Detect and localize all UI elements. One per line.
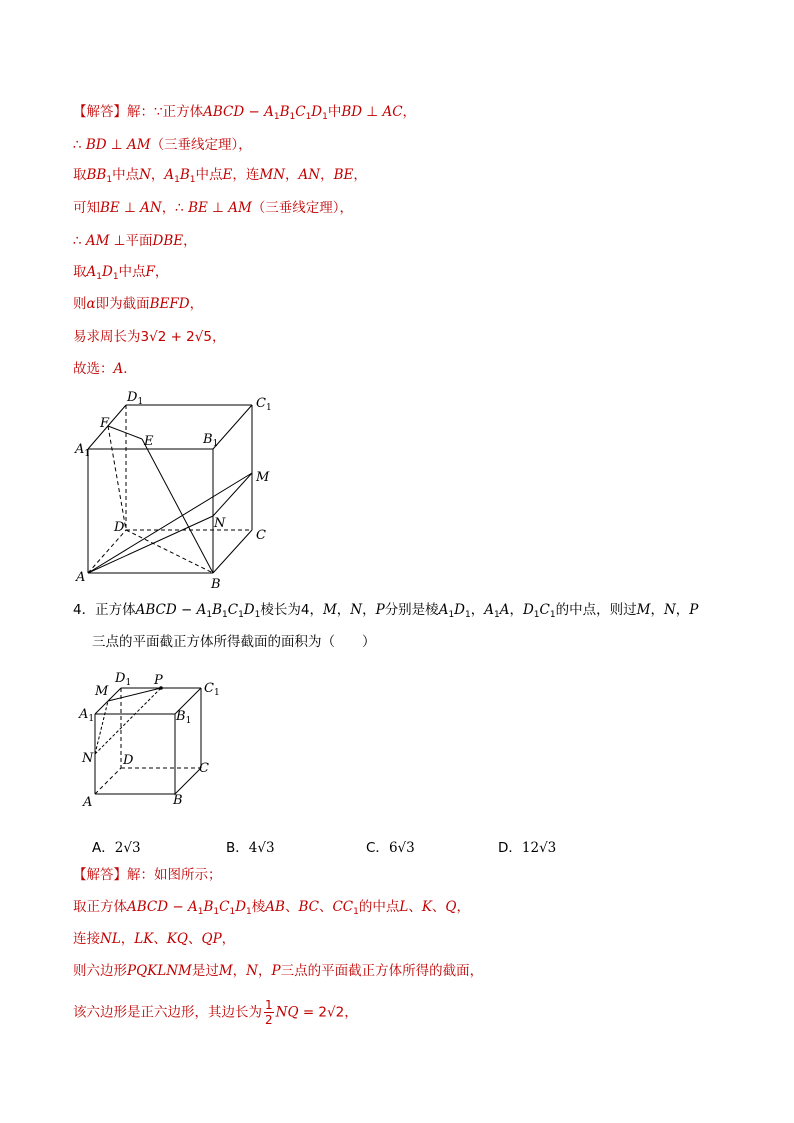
solution1-line-7: 则α即为截面BEFD，: [73, 296, 204, 312]
label-N: N: [214, 516, 226, 531]
figure2-cube-diagram: [75, 668, 235, 810]
problem4-line-2: 三点的平面截正方体所得截面的面积为（ ）: [92, 634, 376, 650]
label-M: M: [256, 470, 270, 485]
label-A: A: [76, 570, 86, 585]
option-c: C．6√3: [366, 840, 415, 856]
solution1-line-9: 故选：A．: [73, 361, 137, 377]
fraction-one-half: $\frac{1}{2}$: [265, 998, 273, 1027]
label2-D1: $D_1$: [115, 671, 132, 688]
label-B: B: [211, 577, 221, 592]
label2-C: C: [199, 761, 209, 776]
label2-A1: $A_1$: [79, 707, 95, 724]
problem4-line-1: 4．正方体ABCD − $A_1B_1C_1D_1$棱长为4，M，N，P分别是棱$A_1D_1$，$A_1A$，$D_1C_1$的中点，则过M，N，P: [73, 602, 699, 620]
label-E: E: [144, 434, 154, 449]
option-d: D．12√3: [498, 840, 557, 856]
label-D1: $D_1$: [127, 390, 144, 407]
option-a: A．2√3: [92, 840, 141, 856]
label2-P: P: [154, 673, 163, 688]
label2-A: A: [83, 795, 93, 810]
solution1-line-3: 取$BB_1$中点N，$A_1B_1$中点E，连MN，AN，BE，: [73, 167, 367, 185]
solution1-line-4: 可知BE ⊥ AN，∴ BE ⊥ AM（三垂线定理），: [73, 200, 354, 216]
label-B1: $B_1$: [203, 432, 219, 449]
solution2-line-4: 则六边形PQKLNM是过M，N，P三点的平面截正方体所得的截面，: [73, 963, 484, 979]
solution1-line-5: ∴ AM ⊥平面DBE，: [73, 233, 197, 249]
figure1-cube-diagram: [70, 385, 290, 595]
label2-B1: $B_1$: [176, 709, 192, 726]
solution2-line-1: 【解答】解：如图所示；: [73, 867, 222, 883]
solution1-line-6: 取$A_1D_1$中点F，: [73, 264, 169, 282]
solution2-line-5: 该六边形是正六边形，其边长为 $\frac{1}{2}$ NQ = 2√2，: [73, 998, 358, 1027]
solution2-line-3: 连接NL，LK、KQ、QP，: [73, 931, 236, 947]
solution1-tag: 【解答】: [73, 104, 127, 120]
solution2-line-2: 取正方体ABCD − $A_1B_1C_1D_1$棱AB、BC、$CC_1$的中点L、K、Q，: [73, 899, 470, 917]
option-b: B．4√3: [226, 840, 275, 856]
label-F: F: [100, 416, 110, 431]
label2-M: M: [95, 684, 109, 699]
label-A1: $A_1$: [75, 442, 91, 459]
label2-D: D: [123, 753, 134, 768]
label2-N: N: [82, 751, 94, 766]
label-D: D: [114, 520, 125, 535]
label-C1: $C_1$: [256, 396, 272, 413]
solution1-line-2: ∴ BD ⊥ AM（三垂线定理），: [73, 137, 252, 153]
label2-B: B: [173, 793, 183, 808]
label2-C1: $C_1$: [204, 681, 220, 698]
solution1-line-8: 易求周长为3√2 + 2√5，: [73, 329, 226, 345]
solution1-line-1: 【解答】解：∵正方体ABCD − $A_1B_1C_1D_1$中BD ⊥ AC，: [73, 104, 417, 122]
label-C: C: [256, 528, 266, 543]
solution2-tag: 【解答】: [73, 867, 127, 883]
